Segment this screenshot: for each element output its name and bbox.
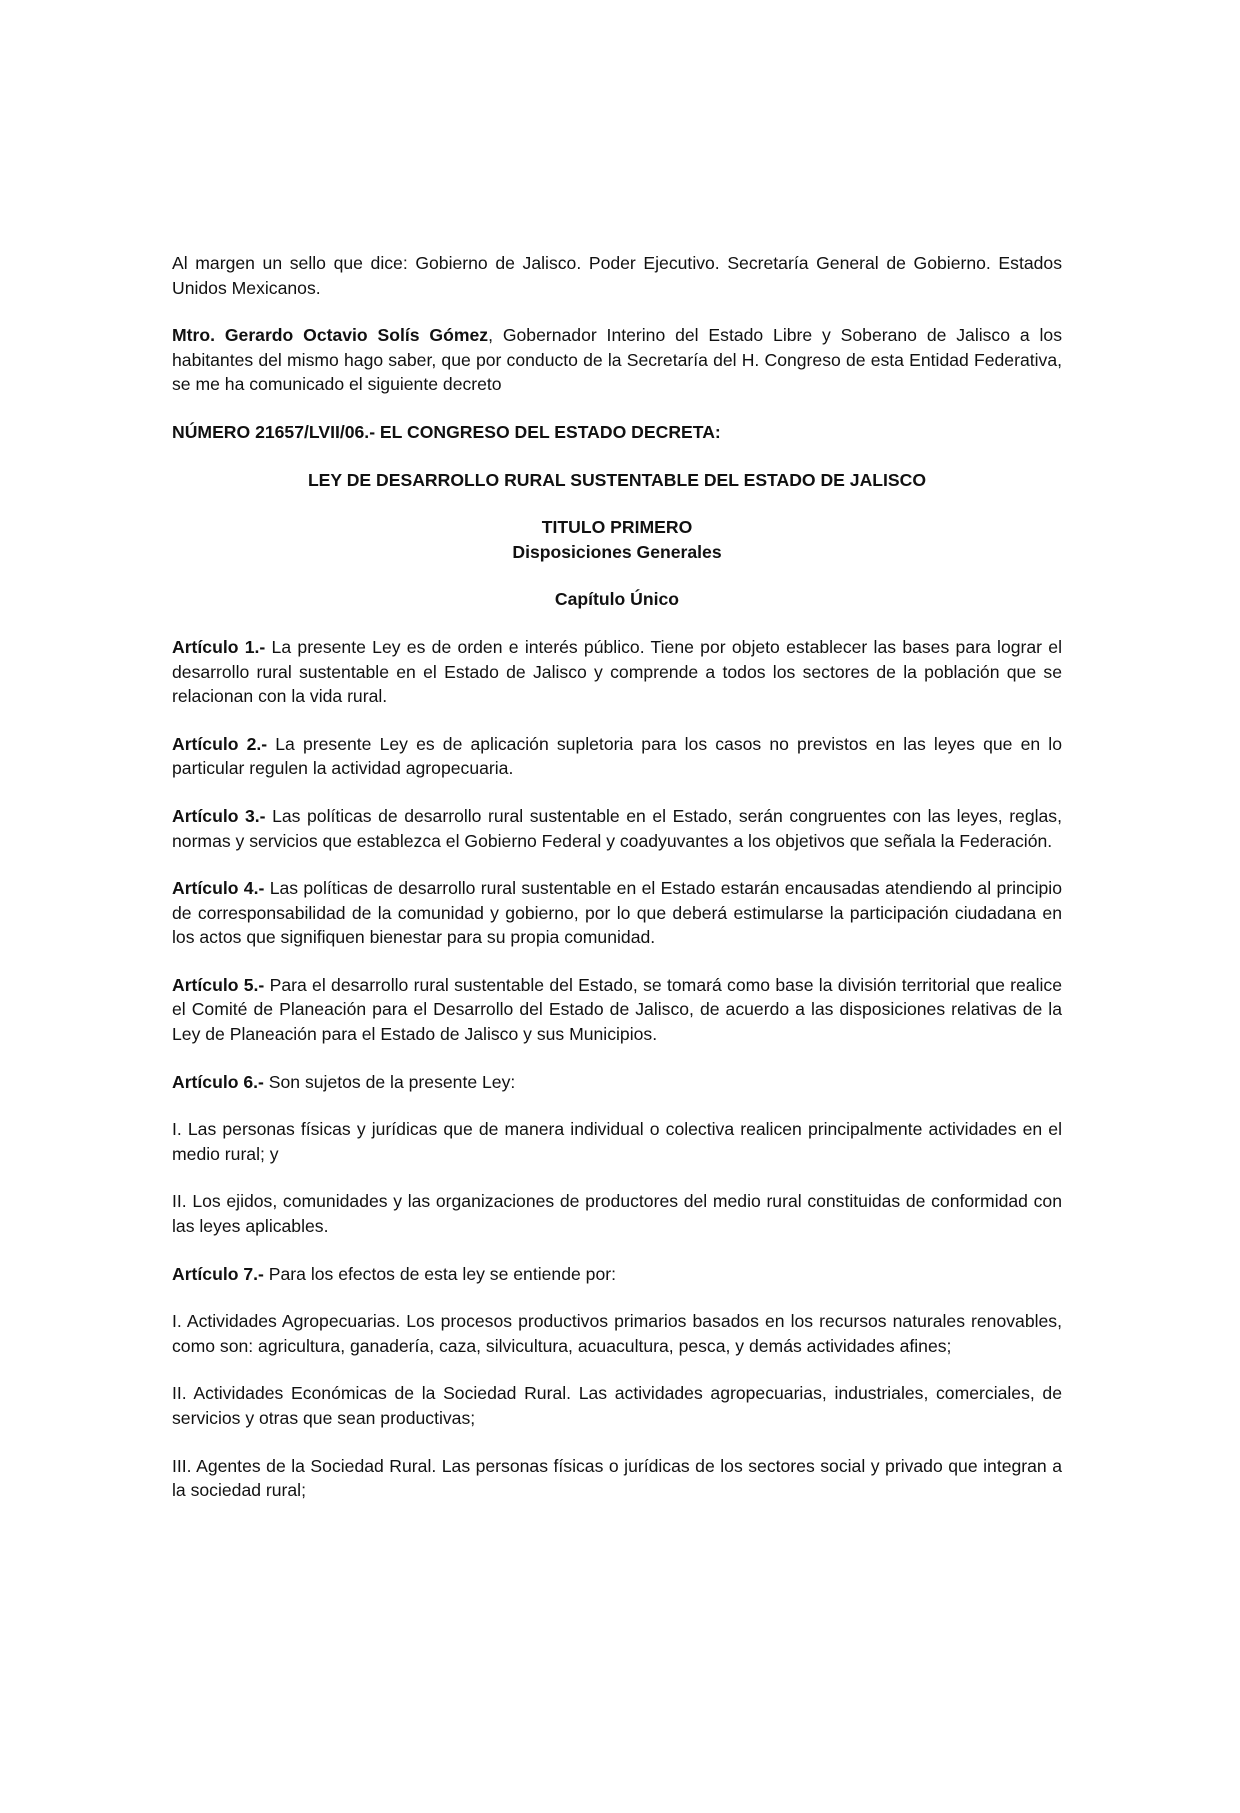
article-text: Las políticas de desarrollo rural sustentable en el Estado, serán congruentes con las leyes, reglas, normas y servicios que establezca el Gobierno Federal y coadyuvantes a los objetivos que señala la Federación. xyxy=(172,805,1062,851)
article-4 xyxy=(172,876,1062,950)
article-3 xyxy=(172,804,1062,853)
article-7 xyxy=(172,1262,1062,1287)
article-2 xyxy=(172,732,1062,781)
article-6-item-1: I. Las personas físicas y jurídicas que de manera individual o colectiva realicen principalmente actividades en el medio rural; y xyxy=(172,1119,1062,1164)
capitulo-heading: Capítulo Único xyxy=(554,589,680,610)
decree-number: NÚMERO 21657/LVII/06.- EL CONGRESO DEL ESTADO DECRETA: xyxy=(172,421,721,442)
article-label: Artículo 4.- xyxy=(172,878,265,899)
article-text: Para el desarrollo rural sustentable del Estado, se tomará como base la división territorial que realice el Comité de Planeación para el Desarrollo del Estado de Jalisco, de acuerdo a las disposiciones relativas de la Ley de Planeación para el Estado de Jalisco y sus Municipios. xyxy=(172,974,1062,1045)
article-5 xyxy=(172,973,1062,1047)
article-1 xyxy=(172,635,1062,709)
article-text: La presente Ley es de orden e interés público. Tiene por objeto establecer las bases para lograr el desarrollo rural sustentable en el Estado de Jalisco y comprende a todos los sectores de la población que se relacionan con la vida rural. xyxy=(172,636,1062,707)
document-page xyxy=(172,251,1062,1526)
article-7-item-2: II. Actividades Económicas de la Sociedad Rural. Las actividades agropecuarias, industriales, comerciales, de servicios y otras que sean productivas; xyxy=(172,1383,1062,1428)
article-label: Artículo 2.- xyxy=(172,733,268,754)
governor-paragraph xyxy=(172,323,1062,397)
article-6-item-2: II. Los ejidos, comunidades y las organizaciones de productores del medio rural constituidas de conformidad con las leyes aplicables. xyxy=(172,1191,1062,1237)
article-7-item-3: III. Agentes de la Sociedad Rural. Las personas físicas o jurídicas de los sectores social y privado que integran a la sociedad rural; xyxy=(172,1455,1062,1501)
article-text: Las políticas de desarrollo rural sustentable en el Estado estarán encausadas atendiendo al principio de corresponsabilidad de la comunidad y gobierno, por lo que deberá estimularse la participación ciudadana en los actos que signifiquen bienestar para su propia comunidad. xyxy=(172,878,1062,948)
governor-name: Mtro. Gerardo Octavio Solís Gómez xyxy=(172,325,489,346)
article-label: Artículo 1.- xyxy=(172,636,266,657)
titulo-heading: TITULO PRIMERO xyxy=(541,517,693,538)
article-label: Artículo 6.- xyxy=(172,1071,264,1092)
article-text: Son sujetos de la presente Ley: xyxy=(263,1071,516,1092)
titulo-subheading: Disposiciones Generales xyxy=(512,541,722,562)
governor-text: , Gobernador Interino del Estado Libre y Soberano de Jalisco a los habitantes del mismo hago saber, que por conducto de la Secretaría del H. Congreso de esta Entidad Federativa, se me ha comunicado el siguiente decreto xyxy=(172,325,1062,395)
article-text: Para los efectos de esta ley se entiende por: xyxy=(263,1263,616,1284)
titulo-block xyxy=(172,515,1062,564)
seal-paragraph: Al margen un sello que dice: Gobierno de Jalisco. Poder Ejecutivo. Secretaría General de Gobierno. Estados Unidos Mexicanos. xyxy=(172,253,1062,298)
article-label: Artículo 7.- xyxy=(172,1263,264,1284)
article-text: La presente Ley es de aplicación supletoria para los casos no previstos en las leyes que en lo particular regulen la actividad agropecuaria. xyxy=(172,733,1062,779)
article-7-item-1: I. Actividades Agropecuarias. Los procesos productivos primarios basados en los recursos naturales renovables, como son: agricultura, ganadería, caza, silvicultura, acuacultura, pesca, y demás actividades afines; xyxy=(172,1311,1062,1356)
article-label: Artículo 3.- xyxy=(172,805,266,826)
article-6 xyxy=(172,1070,1062,1095)
law-title: LEY DE DESARROLLO RURAL SUSTENTABLE DEL ESTADO DE JALISCO xyxy=(307,469,927,490)
article-label: Artículo 5.- xyxy=(172,974,265,995)
